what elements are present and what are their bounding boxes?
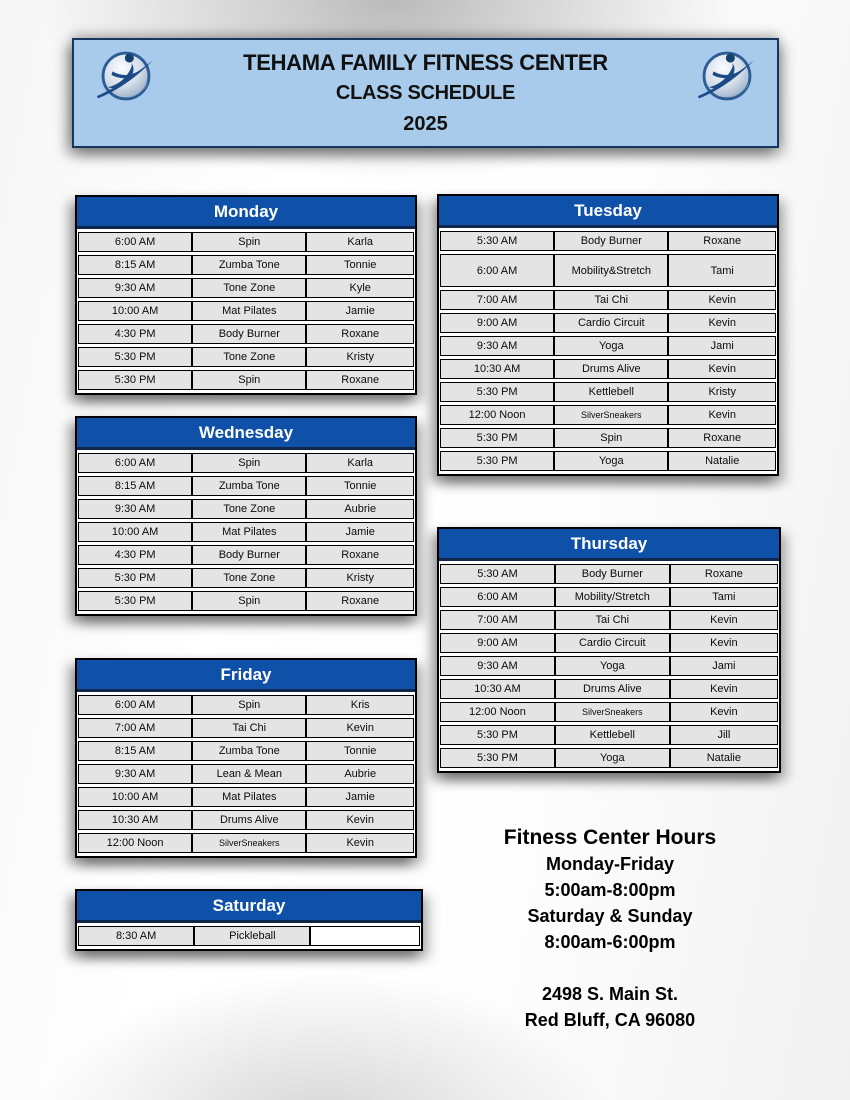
table-row xyxy=(440,748,778,768)
cell-time: 12:00 Noon xyxy=(441,406,555,424)
cell-class: Pickleball xyxy=(195,927,311,945)
table-row xyxy=(440,702,778,722)
table-row xyxy=(440,254,776,287)
cell-time: 10:30 AM xyxy=(441,680,556,698)
hours-line: Saturday & Sunday xyxy=(527,906,693,926)
cell-class: Zumba Tone xyxy=(193,477,307,495)
cell-time: 6:00 AM xyxy=(79,233,193,251)
schedule-table-thursday xyxy=(437,527,781,773)
cell-instructor: Kevin xyxy=(669,360,775,378)
cell-class: Yoga xyxy=(555,337,669,355)
table-row xyxy=(78,741,414,761)
cell-time: 5:30 AM xyxy=(441,232,555,250)
cell-time: 8:30 AM xyxy=(79,927,195,945)
cell-instructor: Jami xyxy=(671,657,777,675)
cell-instructor: Tami xyxy=(671,588,777,606)
cell-instructor: Kyle xyxy=(307,279,413,297)
cell-class: Lean & Mean xyxy=(193,765,307,783)
table-row xyxy=(440,725,778,745)
table-row xyxy=(440,610,778,630)
cell-time: 10:30 AM xyxy=(79,811,193,829)
cell-instructor: Kevin xyxy=(671,680,777,698)
cell-instructor: Kevin xyxy=(671,703,777,721)
cell-class: Mat Pilates xyxy=(193,302,307,320)
cell-instructor: Roxane xyxy=(669,232,775,250)
table-row xyxy=(440,336,776,356)
cell-class: SilverSneakers xyxy=(556,703,671,721)
table-row xyxy=(78,232,414,252)
day-header: Saturday xyxy=(77,891,421,923)
cell-time: 6:00 AM xyxy=(441,255,555,286)
cell-time: 6:00 AM xyxy=(441,588,556,606)
cell-instructor: Roxane xyxy=(307,592,413,610)
cell-class: Tone Zone xyxy=(193,348,307,366)
table-row xyxy=(78,324,414,344)
table-row xyxy=(78,499,414,519)
day-header: Thursday xyxy=(439,529,779,561)
table-row xyxy=(78,833,414,853)
cell-instructor: Jamie xyxy=(307,523,413,541)
table-row xyxy=(440,231,776,251)
cell-instructor: Tonnie xyxy=(307,477,413,495)
cell-time: 12:00 Noon xyxy=(441,703,556,721)
cell-class: Cardio Circuit xyxy=(555,314,669,332)
table-row xyxy=(440,679,778,699)
table-row xyxy=(78,718,414,738)
cell-time: 9:30 AM xyxy=(79,765,193,783)
cell-instructor: Kevin xyxy=(669,406,775,424)
table-row xyxy=(78,453,414,473)
cell-class: Tone Zone xyxy=(193,279,307,297)
cell-class: Yoga xyxy=(556,657,671,675)
cell-class: Spin xyxy=(193,696,307,714)
table-row xyxy=(78,278,414,298)
schedule-rows xyxy=(439,231,777,474)
cell-time: 5:30 PM xyxy=(79,371,193,389)
cell-class: Tai Chi xyxy=(556,611,671,629)
cell-time: 5:30 PM xyxy=(79,348,193,366)
cell-time: 6:00 AM xyxy=(79,454,193,472)
cell-instructor: Jamie xyxy=(307,302,413,320)
cell-instructor: Karla xyxy=(307,233,413,251)
cell-instructor: Jill xyxy=(671,726,777,744)
cell-time: 8:15 AM xyxy=(79,256,193,274)
schedule-table-saturday xyxy=(75,889,423,951)
cell-time: 9:00 AM xyxy=(441,314,555,332)
cell-instructor: Roxane xyxy=(307,371,413,389)
hours-line: 8:00am-6:00pm xyxy=(544,932,676,952)
cell-class: Spin xyxy=(193,233,307,251)
cell-instructor: Kristy xyxy=(307,348,413,366)
fitness-center-hours-block xyxy=(445,824,775,1033)
table-row xyxy=(78,522,414,542)
cell-instructor: Kevin xyxy=(669,314,775,332)
cell-instructor: Kevin xyxy=(671,611,777,629)
schedule-rows xyxy=(77,232,415,393)
cell-instructor: Jamie xyxy=(307,788,413,806)
table-row xyxy=(440,587,778,607)
cell-time: 10:00 AM xyxy=(79,523,193,541)
cell-time: 5:30 PM xyxy=(79,569,193,587)
table-row xyxy=(78,347,414,367)
cell-instructor: Aubrie xyxy=(307,500,413,518)
cell-class: Spin xyxy=(193,371,307,389)
cell-class: Drums Alive xyxy=(556,680,671,698)
cell-class: Body Burner xyxy=(193,546,307,564)
day-header: Monday xyxy=(77,197,415,229)
cell-time: 10:00 AM xyxy=(79,302,193,320)
cell-class: Body Burner xyxy=(556,565,671,583)
hours-title: Fitness Center Hours xyxy=(503,826,717,849)
schedule-rows xyxy=(77,695,415,856)
cell-class: Spin xyxy=(555,429,669,447)
cell-time: 7:00 AM xyxy=(441,291,555,309)
hours-line: 5:00am-8:00pm xyxy=(544,880,676,900)
cell-instructor: Roxane xyxy=(307,325,413,343)
day-header: Friday xyxy=(77,660,415,692)
cell-time: 4:30 PM xyxy=(79,546,193,564)
cell-time: 9:00 AM xyxy=(441,634,556,652)
fitness-logo-icon xyxy=(699,48,755,104)
cell-instructor: Kristy xyxy=(669,383,775,401)
table-row xyxy=(440,405,776,425)
cell-instructor: Kristy xyxy=(307,569,413,587)
cell-time: 10:00 AM xyxy=(79,788,193,806)
schedule-table-monday xyxy=(75,195,417,395)
cell-time: 12:00 Noon xyxy=(79,834,193,852)
cell-time: 5:30 PM xyxy=(441,726,556,744)
table-row xyxy=(440,656,778,676)
cell-instructor: Kris xyxy=(307,696,413,714)
table-row xyxy=(440,382,776,402)
table-row xyxy=(78,926,420,946)
cell-instructor: Kevin xyxy=(307,834,413,852)
cell-class: Tone Zone xyxy=(193,500,307,518)
cell-class: Yoga xyxy=(555,452,669,470)
cell-class: Zumba Tone xyxy=(193,742,307,760)
cell-time: 8:15 AM xyxy=(79,477,193,495)
cell-class: Mobility&Stretch xyxy=(555,255,669,286)
cell-instructor: Roxane xyxy=(671,565,777,583)
cell-time: 5:30 PM xyxy=(441,383,555,401)
cell-class: Kettlebell xyxy=(556,726,671,744)
table-row xyxy=(78,301,414,321)
table-row xyxy=(440,359,776,379)
cell-class: Body Burner xyxy=(193,325,307,343)
cell-instructor: Roxane xyxy=(669,429,775,447)
table-row xyxy=(440,290,776,310)
cell-time: 5:30 PM xyxy=(441,452,555,470)
table-row xyxy=(78,545,414,565)
cell-time: 5:30 PM xyxy=(79,592,193,610)
cell-instructor: Natalie xyxy=(669,452,775,470)
cell-time: 7:00 AM xyxy=(79,719,193,737)
day-header: Wednesday xyxy=(77,418,415,450)
cell-class: Zumba Tone xyxy=(193,256,307,274)
cell-instructor: Kevin xyxy=(307,811,413,829)
cell-class: SilverSneakers xyxy=(555,406,669,424)
cell-instructor: Kevin xyxy=(671,634,777,652)
table-row xyxy=(78,695,414,715)
page-title: TEHAMA FAMILY FITNESS CENTER xyxy=(243,49,608,75)
cell-class: Mat Pilates xyxy=(193,523,307,541)
table-row xyxy=(78,370,414,390)
cell-class: Drums Alive xyxy=(193,811,307,829)
page-year: 2025 xyxy=(403,112,448,135)
cell-time: 9:30 AM xyxy=(441,337,555,355)
cell-instructor: Aubrie xyxy=(307,765,413,783)
title-banner xyxy=(72,38,779,148)
cell-instructor: Kevin xyxy=(307,719,413,737)
table-row xyxy=(78,591,414,611)
cell-time: 9:30 AM xyxy=(79,500,193,518)
table-row xyxy=(440,633,778,653)
cell-instructor: Kevin xyxy=(669,291,775,309)
table-row xyxy=(78,787,414,807)
cell-instructor: Roxane xyxy=(307,546,413,564)
table-row xyxy=(78,810,414,830)
table-row xyxy=(78,255,414,275)
cell-instructor: Tonnie xyxy=(307,742,413,760)
table-row xyxy=(78,476,414,496)
table-row xyxy=(440,451,776,471)
schedule-rows xyxy=(439,564,779,771)
cell-class: Drums Alive xyxy=(555,360,669,378)
table-row xyxy=(78,568,414,588)
day-header: Tuesday xyxy=(439,196,777,228)
schedule-rows xyxy=(77,453,415,614)
cell-instructor xyxy=(311,927,419,945)
cell-time: 10:30 AM xyxy=(441,360,555,378)
cell-time: 9:30 AM xyxy=(79,279,193,297)
fitness-logo-icon xyxy=(98,48,154,104)
cell-time: 6:00 AM xyxy=(79,696,193,714)
cell-time: 9:30 AM xyxy=(441,657,556,675)
cell-class: Yoga xyxy=(556,749,671,767)
cell-class: Spin xyxy=(193,592,307,610)
table-row xyxy=(440,564,778,584)
cell-class: Spin xyxy=(193,454,307,472)
spacer xyxy=(445,955,775,981)
cell-instructor: Natalie xyxy=(671,749,777,767)
schedule-table-tuesday xyxy=(437,194,779,476)
cell-class: Tai Chi xyxy=(193,719,307,737)
cell-class: Body Burner xyxy=(555,232,669,250)
cell-time: 8:15 AM xyxy=(79,742,193,760)
table-row xyxy=(440,428,776,448)
cell-class: Tone Zone xyxy=(193,569,307,587)
table-row xyxy=(440,313,776,333)
cell-instructor: Tonnie xyxy=(307,256,413,274)
cell-class: Tai Chi xyxy=(555,291,669,309)
cell-instructor: Karla xyxy=(307,454,413,472)
table-row xyxy=(78,764,414,784)
page-subtitle: CLASS SCHEDULE xyxy=(335,81,516,104)
address-line: 2498 S. Main St. xyxy=(541,984,679,1004)
cell-class: SilverSneakers xyxy=(193,834,307,852)
cell-time: 7:00 AM xyxy=(441,611,556,629)
address-line: Red Bluff, CA 96080 xyxy=(524,1010,696,1030)
cell-class: Mobility/Stretch xyxy=(556,588,671,606)
schedule-rows xyxy=(77,926,421,949)
cell-time: 5:30 PM xyxy=(441,749,556,767)
cell-time: 5:30 PM xyxy=(441,429,555,447)
schedule-table-wednesday xyxy=(75,416,417,616)
hours-line: Monday-Friday xyxy=(545,854,674,874)
cell-class: Cardio Circuit xyxy=(556,634,671,652)
cell-time: 5:30 AM xyxy=(441,565,556,583)
cell-time: 4:30 PM xyxy=(79,325,193,343)
cell-class: Kettlebell xyxy=(555,383,669,401)
cell-instructor: Tami xyxy=(669,255,775,286)
schedule-table-friday xyxy=(75,658,417,858)
cell-class: Mat Pilates xyxy=(193,788,307,806)
cell-instructor: Jami xyxy=(669,337,775,355)
